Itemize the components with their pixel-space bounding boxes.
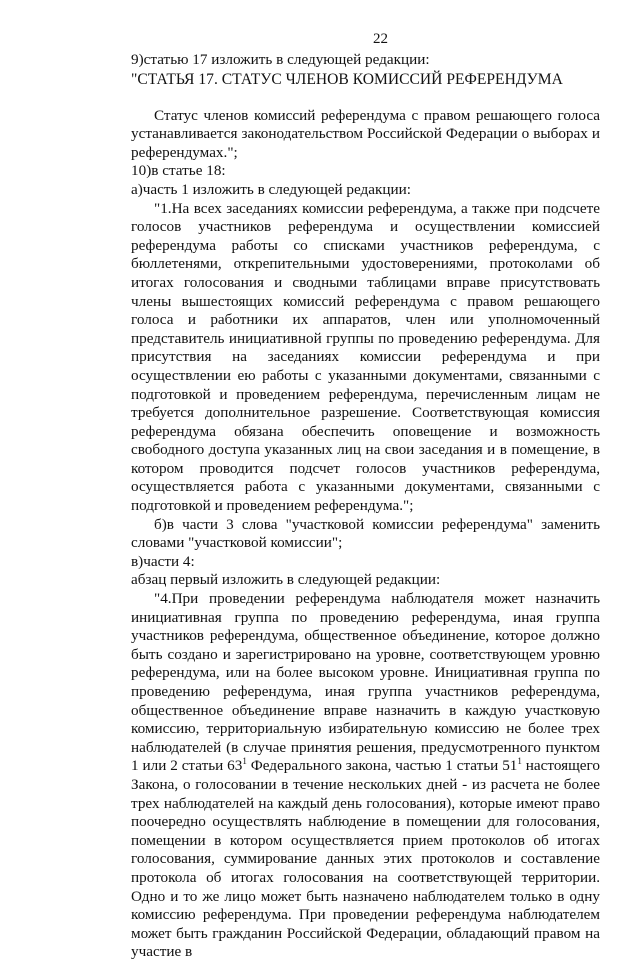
part-4-text-c: настоящего Закона, о голосовании в течение нескольких дней - из расчета не более трех наблюдателей на каждый день голосования), которые имеют право поочередно осуществлять наблюдение в помещении для голосования, помещении в котором осуществляется прием протоколов об итогах голосования, суммирование данных этих протоколов и составление протокола об итогах голосования на соответствующей территории. Одно и то же лицо может быть назначено наблюдателем только в одну комиссию референдума. При проведении референдума наблюдателем может быть гражданин Российской Федерации, обладающий правом на участие в bbox=[131, 757, 600, 961]
part-1-text: "1.На всех заседаниях комиссии референдума, а также при подсчете голосов участников референдума и осуществлении комиссией референдума работы со списками участников референдума, с бюллетенями, открепительными удостоверениями, протоколами об итогах голосования и сводными таблицами вправе присутствовать члены вышестоящих комиссий референдума с правом решающего голоса и работники их аппаратов, член или уполномоченный представитель инициативной группы по проведению референдума. Для присутствия на заседаниях комиссии референдума и при осуществлении ею работы с указанными документами, связанными с подготовкой и проведением референдума, перечисленным лицам не требуется дополнительное разрешение. Соответствующая комиссия референдума обязана обеспечить оповещение и возможность свободного доступа указанных лиц на свои заседания и в помещение, в котором проводится подсчет голосов участников референдума, осуществляется работа с указанными документами, связанными с подготовкой и проведением референдума."; bbox=[131, 199, 600, 515]
article-17-heading: "СТАТЬЯ 17. СТАТУС ЧЛЕНОВ КОМИССИЙ РЕФЕРЕНДУМА bbox=[131, 70, 563, 88]
article-17-text: Статус членов комиссий референдума с правом решающего голоса устанавливается законодательством Российской Федерации о выборах и референдумах."; bbox=[131, 106, 600, 161]
item-10-paragraph: 10)в статье 18: bbox=[131, 162, 226, 180]
part-4-text-a: "4.При проведении референдума наблюдателя может назначить инициативная группа по проведению референдума, иная группа участников референдума, общественное объединение, которое должно быть создано и зарегистрировано на уровне, соответствующем уровню референдума, или на более высоком уровне. Инициативная группа по проведению референдума, иная группа участников референдума, общественное объединение вправе назначить в каждую участковую комиссию, территориальную избирательную комиссию не более трех наблюдателей (в случае принятия решения, предусмотренного пунктом 1 или 2 статьи 63 bbox=[131, 590, 600, 775]
spacer bbox=[131, 89, 600, 107]
part-4-text-b: Федерального закона, частью 1 статьи 51 bbox=[246, 757, 518, 775]
subitem-b-paragraph: б)в части 3 слова "участковой комиссии референдума" заменить словами "участковой комиссии"; bbox=[131, 515, 600, 552]
first-paragraph-instruction: абзац первый изложить в следующей редакции: bbox=[131, 571, 441, 589]
superscript-2: 1 bbox=[517, 756, 522, 767]
page-number: 22 bbox=[373, 31, 388, 47]
subitem-v-paragraph: в)части 4: bbox=[131, 552, 195, 570]
superscript-1: 1 bbox=[242, 756, 247, 767]
part-4-text bbox=[131, 590, 600, 962]
item-9-paragraph: 9)статью 17 изложить в следующей редакции: bbox=[131, 51, 430, 68]
subitem-a-paragraph: а)часть 1 изложить в следующей редакции: bbox=[131, 180, 412, 198]
